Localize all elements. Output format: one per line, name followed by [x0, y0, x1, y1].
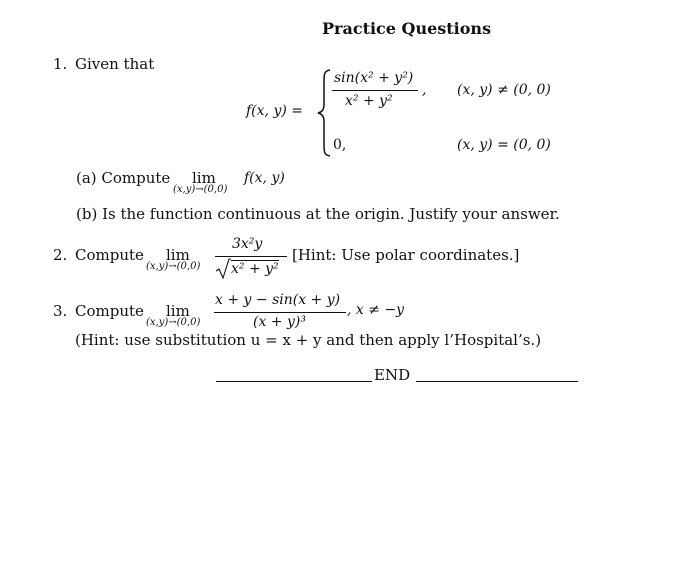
q1-function-lhs: f(x, y) =: [246, 103, 303, 119]
sqrt-icon: [215, 258, 231, 280]
q1-case1-numerator: sin(x² + y²): [334, 70, 414, 86]
q1-intro: Given that: [75, 55, 155, 73]
q1-case2-value: 0,: [333, 137, 347, 153]
q3-denominator: (x + y)³: [253, 314, 306, 330]
end-rule-right: [416, 381, 578, 382]
q3-fraction-bar: [214, 312, 346, 313]
q1a-label: (a) Compute: [76, 169, 171, 187]
q3-lim-subscript: (x,y)→(0,0): [146, 317, 201, 328]
q1a-expression: f(x, y): [244, 170, 285, 186]
q2-label: Compute: [75, 246, 144, 264]
q3-condition: , x ≠ −y: [347, 302, 405, 318]
q2-numerator: 3x²y: [232, 236, 263, 252]
q2-lim: lim: [166, 246, 190, 264]
page-title: Practice Questions: [322, 19, 492, 38]
left-brace-icon: [316, 68, 332, 158]
q1-number: 1.: [53, 55, 68, 73]
end-label: END: [374, 366, 411, 384]
q1-case1-condition: (x, y) ≠ (0, 0): [457, 82, 551, 98]
q3-numerator: x + y − sin(x + y): [215, 292, 341, 308]
q2-number: 2.: [53, 246, 68, 264]
q1b-text: (b) Is the function continuous at the origin. Justify your answer.: [76, 205, 560, 223]
q3-number: 3.: [53, 302, 68, 320]
end-rule-left: [216, 381, 372, 382]
q3-label: Compute: [75, 302, 144, 320]
q1-case1-fraction-bar: [332, 90, 418, 91]
q3-hint: (Hint: use substitution u = x + y and then apply l’Hospital’s.): [75, 331, 542, 349]
q3-lim: lim: [166, 302, 190, 320]
q2-denominator: x² + y²: [231, 261, 279, 277]
q2-lim-subscript: (x,y)→(0,0): [146, 261, 201, 272]
q2-fraction-bar: [215, 256, 287, 257]
q1a-lim-subscript: (x,y)→(0,0): [173, 184, 228, 195]
q1a-lim: lim: [192, 169, 216, 187]
q1-case2-condition: (x, y) = (0, 0): [457, 137, 551, 153]
q1-case1-comma: ,: [422, 82, 427, 98]
q1-case1-denominator: x² + y²: [345, 93, 393, 109]
q2-hint: [Hint: Use polar coordinates.]: [292, 246, 520, 264]
